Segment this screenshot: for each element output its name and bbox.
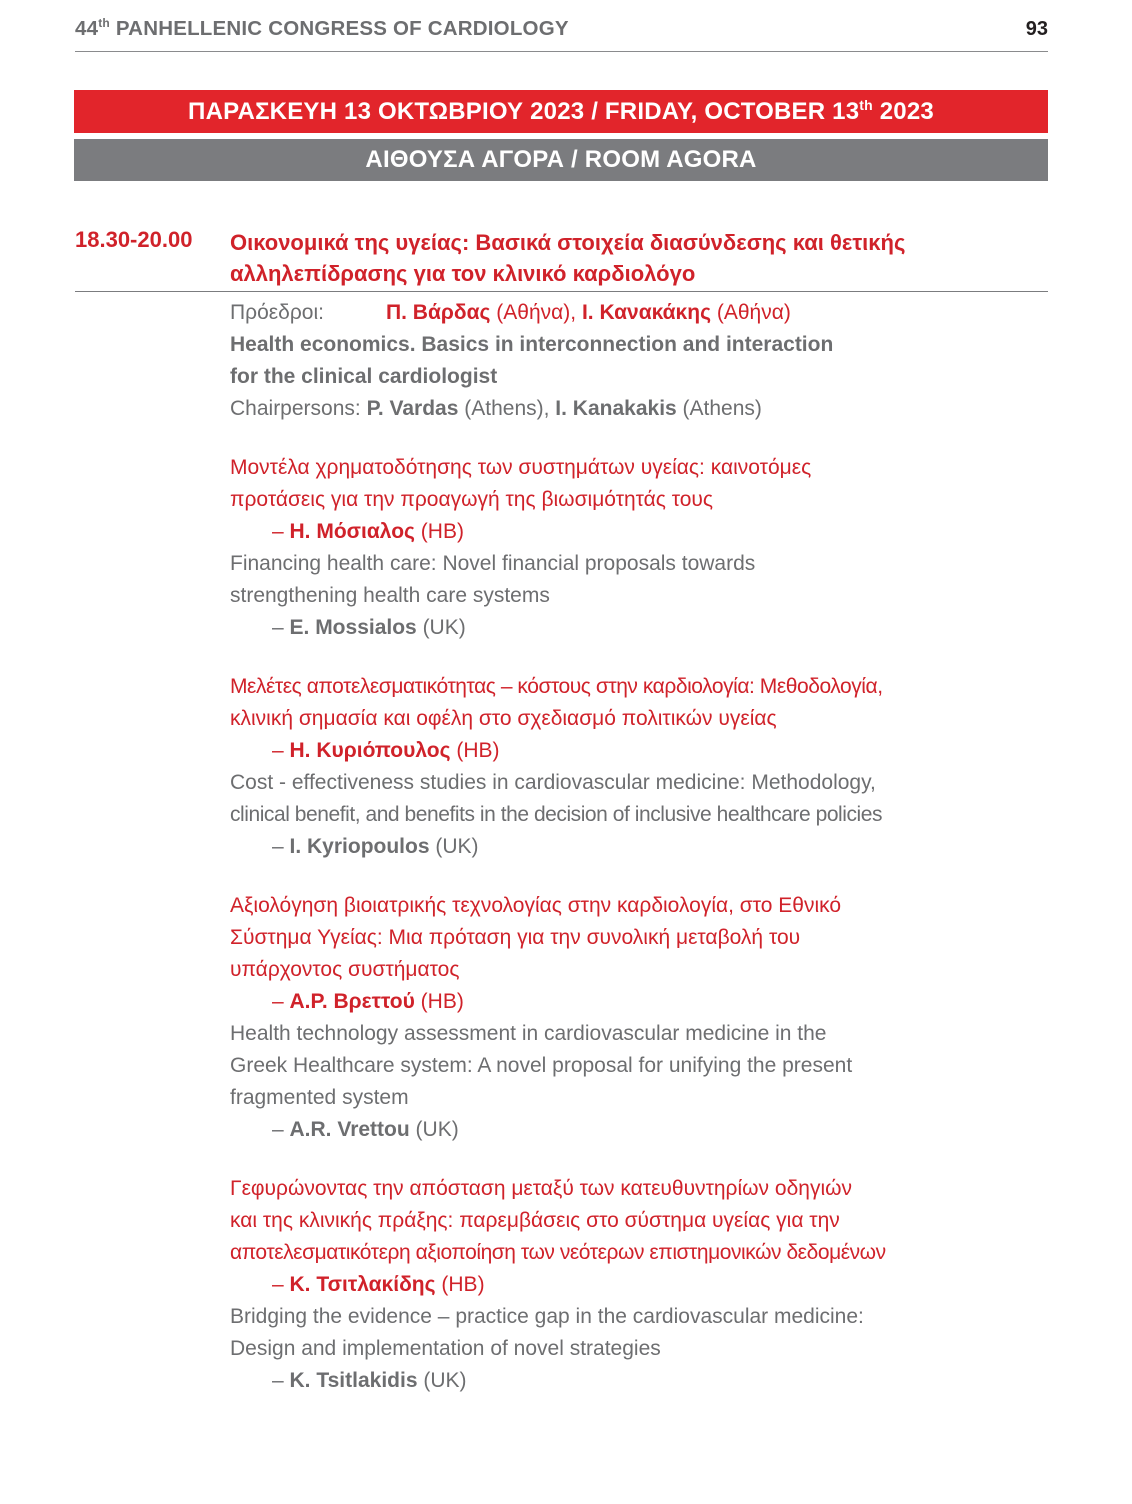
speaker-en: – A.R. Vrettou (UK) [272,1118,459,1141]
speaker-en: – E. Mossialos (UK) [272,616,466,639]
talk-title-en: Bridging the evidence – practice gap in the cardiovascular medicine: [230,1305,864,1328]
congress-title: 44th PANHELLENIC CONGRESS OF CARDIOLOGY [75,16,569,40]
session-content: Πρόεδροι: Π. Βάρδας (Αθήνα), Ι. Κανακάκης (Αθήνα) Health economics. Basics in interconnection and interaction for the clinical cardiologist Chairpersons: P. Vardas (Athens), I. Kanakakis (Athens) Μοντέλα χρηματοδότησης των συστημάτων υγείας: καινοτόμες προτάσεις για την προαγωγή της βιωσιμότητάς τους – Η. Μόσιαλος (ΗΒ) Financing health care: Novel financial proposals towards strengthening health care systems – E. Mossialos (UK) Μελέτες αποτελεσματικότητας – κόστους στην καρδιολογία: Μεθοδολογία, κλινική σημασία και οφέλη στο σχεδιασμό πολιτικών υγείας – Η. Κυριόπουλος (ΗΒ) Cost - effectiveness studies in cardiovascular medicine: Methodology, clinical benefit, and benefits in the decision of inclusive healthcare policies – I. Kyriopoulos (UK) Αξιολόγηση βιοιατρικής τεχνολογίας στην καρδιολογία, στο Εθνικό Σύστημα Υγείας: Μια πρόταση για την συνολική μεταβολή του υπάρχοντος συστήματος – Α.Ρ. Βρεττού (ΗΒ) Health technology assessment in cardiovascular medicine in the Greek Healthcare system: A novel proposal for unifying the present fragmented system – A.R. Vrettou (UK) Γεφυρώνοντας την απόσταση μεταξύ των κατευθυντηρίων οδηγιών και της κλινικής πράξης: παρεμβάσεις στο σύστημα υγείας για την αποτελεσματικότερη αξιοποίηση των νεότερων επιστημονικών δεδομένων – Κ. Τσιτλακίδης (ΗΒ) Bridging the evidence – practice gap in the cardiovascular medicine: Design and implementation of novel strategies – K. Tsitlakidis (UK) [230,297,1060,1397]
talk-title-gr: Μελέτες αποτελεσματικότητας – κόστους στην καρδιολογία: Μεθοδολογία, [230,675,883,698]
header-divider [75,51,1048,52]
speaker-gr: – Η. Κυριόπουλος (ΗΒ) [272,739,500,762]
session-time: 18.30-20.00 [75,227,193,252]
talk-title-en: Financing health care: Novel financial proposals towards [230,552,756,575]
talk-title-gr: Μοντέλα χρηματοδότησης των συστημάτων υγείας: καινοτόμες [230,456,812,479]
speaker-gr: – Η. Μόσιαλος (ΗΒ) [272,520,464,543]
speaker-gr: – Κ. Τσιτλακίδης (ΗΒ) [272,1273,485,1296]
chairs-en: Chairpersons: P. Vardas (Athens), I. Kanakakis (Athens) [230,397,762,420]
talk-2: Μελέτες αποτελεσματικότητας – κόστους στην καρδιολογία: Μεθοδολογία, κλινική σημασία και οφέλη στο σχεδιασμό πολιτικών υγείας – Η. Κυριόπουλος (ΗΒ) Cost - effectiveness studies in cardiovascular medicine: Methodology, clinical benefit, and benefits in the decision of inclusive healthcare policies – I. Kyriopoulos (UK) [230,671,1060,863]
room-banner: ΑΙΘΟΥΣΑ ΑΓΟΡΑ / ROOM AGORA [74,139,1048,181]
speaker-en: – I. Kyriopoulos (UK) [272,835,479,858]
talk-title-en: Health technology assessment in cardiovascular medicine in the [230,1022,827,1045]
talk-title-gr: Αξιολόγηση βιοιατρικής τεχνολογίας στην καρδιολογία, στο Εθνικό [230,894,842,917]
session-title-gr: Οικονομικά της υγείας: Βασικά στοιχεία διασύνδεσης και θετικής αλληλεπίδρασης για τον κλινικό καρδιολόγο [230,230,906,286]
chairs-gr: Πρόεδροι: Π. Βάρδας (Αθήνα), Ι. Κανακάκης (Αθήνα) [230,301,791,324]
date-banner: ΠΑΡΑΣΚΕΥΗ 13 ΟΚΤΩΒΡΙΟΥ 2023 / FRIDAY, OCTOBER 13th 2023 [74,90,1048,133]
session-title-en: Health economics. Basics in interconnection and interaction [230,333,834,356]
talk-1: Μοντέλα χρηματοδότησης των συστημάτων υγείας: καινοτόμες προτάσεις για την προαγωγή της βιωσιμότητάς τους – Η. Μόσιαλος (ΗΒ) Financing health care: Novel financial proposals towards strengthening health care systems – E. Mossialos (UK) [230,452,1060,644]
session-divider [75,291,1048,292]
speaker-en: – K. Tsitlakidis (UK) [272,1369,467,1392]
page-number: 93 [1025,18,1048,40]
talk-4: Γεφυρώνοντας την απόσταση μεταξύ των κατευθυντηρίων οδηγιών και της κλινικής πράξης: παρεμβάσεις στο σύστημα υγείας για την αποτελεσματικότερη αξιοποίηση των νεότερων επιστημονικών δεδομένων – Κ. Τσιτλακίδης (ΗΒ) Bridging the evidence – practice gap in the cardiovascular medicine: Design and implementation of novel strategies – K. Tsitlakidis (UK) [230,1173,1060,1397]
running-header [75,14,1048,44]
talk-3: Αξιολόγηση βιοιατρικής τεχνολογίας στην καρδιολογία, στο Εθνικό Σύστημα Υγείας: Μια πρόταση για την συνολική μεταβολή του υπάρχοντος συστήματος – Α.Ρ. Βρεττού (ΗΒ) Health technology assessment in cardiovascular medicine in the Greek Healthcare system: A novel proposal for unifying the present fragmented system – A.R. Vrettou (UK) [230,890,1060,1146]
talk-title-gr: Γεφυρώνοντας την απόσταση μεταξύ των κατευθυντηρίων οδηγιών [230,1177,853,1200]
talk-title-en: Cost - effectiveness studies in cardiovascular medicine: Methodology, [230,771,876,794]
speaker-gr: – Α.Ρ. Βρεττού (ΗΒ) [272,990,464,1013]
